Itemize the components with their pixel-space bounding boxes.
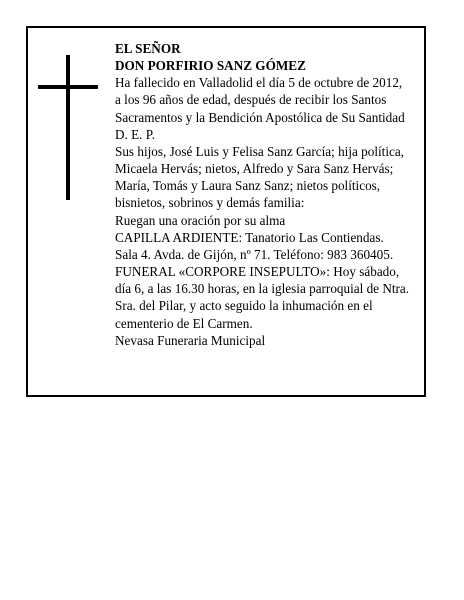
funeral-line: cementerio de El Carmen. (115, 315, 253, 331)
family-line: Micaela Hervás; nietos, Alfredo y Sara Sanz Hervás; (115, 161, 394, 177)
death-announcement-line: a los 96 años de edad, después de recibir los Santos (115, 92, 387, 108)
funeral-home-line: Nevasa Funeraria Municipal (115, 332, 266, 348)
chapel-line: CAPILLA ARDIENTE: Tanatorio Las Contiendas. (115, 229, 384, 245)
cross-horizontal-bar (38, 85, 98, 89)
notice-text (115, 40, 423, 349)
family-line: Sus hijos, José Luis y Felisa Sanz García; hija política, (115, 143, 404, 159)
funeral-line: día 6, a las 16.30 horas, en la iglesia parroquial de Ntra. (115, 281, 410, 297)
death-announcement-line: Ha fallecido en Valladolid el día 5 de octubre de 2012, (115, 75, 403, 91)
death-announcement-line: Sacramentos y la Bendición Apostólica de Su Santidad (115, 109, 405, 125)
prayer-request-line: Ruegan una oración por su alma (115, 212, 286, 228)
family-line: bisnietos, sobrinos y demás familia: (115, 195, 305, 211)
latin-cross-icon (38, 55, 98, 200)
cross-vertical-bar (66, 55, 70, 200)
funeral-line: Sra. del Pilar, y acto seguido la inhumación en el (115, 298, 373, 314)
rest-in-peace-line: D. E. P. (115, 126, 155, 142)
notice-heading-title: EL SEÑOR (115, 41, 181, 56)
chapel-line: Sala 4. Avda. de Gijón, nº 71. Teléfono: 983 360405. (115, 246, 394, 262)
funeral-line: FUNERAL «CORPORE INSEPULTO»: Hoy sábado, (115, 264, 400, 280)
deceased-name: DON PORFIRIO SANZ GÓMEZ (115, 58, 306, 74)
obituary-notice (26, 26, 426, 397)
family-line: María, Tomás y Laura Sanz Sanz; nietos políticos, (115, 178, 381, 194)
